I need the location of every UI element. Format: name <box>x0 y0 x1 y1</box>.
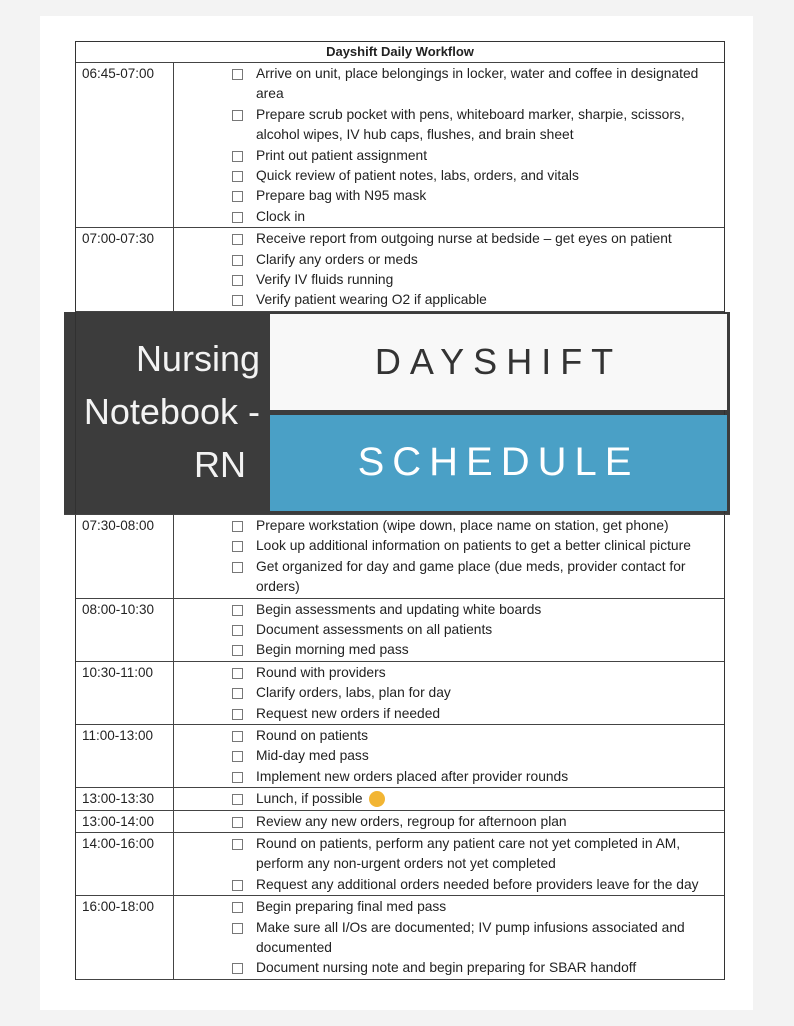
checkbox[interactable] <box>232 794 243 805</box>
task-list <box>174 788 724 809</box>
table-row <box>76 811 724 833</box>
task-item <box>232 557 720 598</box>
table-title: Dayshift Daily Workflow <box>76 42 724 63</box>
time-slot: 07:30-08:00 <box>76 515 174 598</box>
table-row <box>76 515 724 599</box>
table-body <box>76 63 724 980</box>
table-row <box>76 63 724 228</box>
table-row <box>76 833 724 896</box>
time-slot: 07:00-07:30 <box>76 228 174 311</box>
task-text: Begin assessments and updating white boards <box>256 601 542 617</box>
task-text: Look up additional information on patients to get a better clinical picture <box>256 538 691 554</box>
table-row <box>76 725 724 788</box>
checkbox[interactable] <box>232 171 243 182</box>
table-row <box>76 788 724 810</box>
task-item <box>232 536 720 556</box>
task-item <box>232 897 720 917</box>
task-text: Review any new orders, regroup for afternoon plan <box>256 813 567 829</box>
time-slot: 13:00-13:30 <box>76 788 174 809</box>
task-text: Request any additional orders needed before providers leave for the day <box>256 876 699 892</box>
task-text: Implement new orders placed after provider rounds <box>256 768 569 784</box>
task-text: Prepare scrub pocket with pens, whiteboard marker, sharpie, scissors, alcohol wipes, IV hub caps, flushes, and brain sheet <box>256 106 685 143</box>
task-item <box>232 918 720 959</box>
task-text: Quick review of patient notes, labs, orders, and vitals <box>256 168 579 184</box>
task-item <box>232 834 720 875</box>
task-list <box>174 599 724 661</box>
table-row <box>76 896 724 980</box>
workflow-table <box>75 41 725 980</box>
checkbox[interactable] <box>232 923 243 934</box>
checkbox[interactable] <box>232 880 243 891</box>
brand-line: RN <box>194 443 246 485</box>
task-list <box>174 515 724 598</box>
checkbox[interactable] <box>232 521 243 532</box>
banner-schedule: SCHEDULE <box>270 415 727 511</box>
task-item <box>232 875 720 895</box>
task-text: Prepare workstation (wipe down, place name on station, get phone) <box>256 517 669 533</box>
checkbox[interactable] <box>232 541 243 552</box>
task-list <box>174 725 724 787</box>
checkbox[interactable] <box>232 902 243 913</box>
task-text: Arrive on unit, place belongings in locker, water and coffee in designated area <box>256 66 699 102</box>
time-slot: 14:00-16:00 <box>76 833 174 895</box>
task-item <box>232 166 720 186</box>
task-list <box>174 63 724 227</box>
task-text: Verify IV fluids running <box>256 272 394 288</box>
time-slot: 16:00-18:00 <box>76 896 174 979</box>
task-text: Print out patient assignment <box>256 147 428 163</box>
task-item <box>232 64 720 105</box>
task-item <box>232 726 720 746</box>
task-text: Lunch, if possible <box>256 791 363 807</box>
checkbox[interactable] <box>232 255 243 266</box>
table-row <box>76 228 724 312</box>
checkbox[interactable] <box>232 963 243 974</box>
checkbox[interactable] <box>232 625 243 636</box>
checkbox[interactable] <box>232 275 243 286</box>
checkbox[interactable] <box>232 731 243 742</box>
task-list <box>174 228 724 311</box>
task-item <box>232 767 720 787</box>
checkbox[interactable] <box>232 772 243 783</box>
task-text: Request new orders if needed <box>256 705 441 721</box>
checkbox[interactable] <box>232 688 243 699</box>
task-list <box>174 662 724 724</box>
task-text: Round on patients, perform any patient care not yet completed in AM, perform any non-urgent orders not yet completed <box>256 835 681 872</box>
task-text: Document assessments on all patients <box>256 621 493 637</box>
title-banner <box>64 312 730 515</box>
time-slot: 13:00-14:00 <box>76 811 174 832</box>
checkbox[interactable] <box>232 110 243 121</box>
task-item <box>232 663 720 683</box>
checkbox[interactable] <box>232 191 243 202</box>
table-row <box>76 662 724 725</box>
task-item <box>232 746 720 766</box>
checkbox[interactable] <box>232 212 243 223</box>
task-item <box>232 600 720 620</box>
checkbox[interactable] <box>232 645 243 656</box>
task-text: Clarify orders, labs, plan for day <box>256 685 451 701</box>
task-item <box>232 270 720 290</box>
task-text: Prepare bag with N95 mask <box>256 188 427 204</box>
task-item <box>232 620 720 640</box>
time-slot: 10:30-11:00 <box>76 662 174 724</box>
task-text: Make sure all I/Os are documented; IV pump infusions associated and documented <box>256 919 685 955</box>
task-item <box>232 683 720 703</box>
checkbox[interactable] <box>232 605 243 616</box>
checkbox[interactable] <box>232 69 243 80</box>
document-page <box>40 16 753 1010</box>
task-item <box>232 704 720 724</box>
checkbox[interactable] <box>232 839 243 850</box>
banner-dayshift: DAYSHIFT <box>270 314 727 410</box>
task-item <box>232 146 720 166</box>
task-text: Round with providers <box>256 664 386 680</box>
time-slot: 06:45-07:00 <box>76 63 174 227</box>
task-item <box>232 105 720 146</box>
task-list <box>174 896 724 979</box>
brand-line: Notebook - <box>83 390 260 432</box>
task-text: Begin morning med pass <box>256 642 409 658</box>
task-text: Verify patient wearing O2 if applicable <box>256 292 487 308</box>
time-slot: 08:00-10:30 <box>76 599 174 661</box>
task-item <box>232 958 720 978</box>
task-item <box>232 229 720 249</box>
task-item <box>232 516 720 536</box>
task-item <box>232 640 720 660</box>
task-text: Round on patients <box>256 727 368 743</box>
checkbox[interactable] <box>232 234 243 245</box>
task-text: Get organized for day and game place (due meds, provider contact for orders) <box>256 558 686 595</box>
brand-name <box>64 332 260 491</box>
checkbox[interactable] <box>232 751 243 762</box>
task-item <box>232 207 720 227</box>
table-row <box>76 599 724 662</box>
task-list <box>174 811 724 832</box>
time-slot: 11:00-13:00 <box>76 725 174 787</box>
task-item <box>232 812 720 832</box>
checkbox[interactable] <box>232 562 243 573</box>
task-text: Receive report from outgoing nurse at bedside – get eyes on patient <box>256 231 672 247</box>
task-list <box>174 833 724 895</box>
checkbox[interactable] <box>232 817 243 828</box>
task-text: Begin preparing final med pass <box>256 899 447 915</box>
task-text: Clarify any orders or meds <box>256 251 418 267</box>
task-item <box>232 290 720 310</box>
task-item <box>232 789 720 809</box>
checkbox[interactable] <box>232 709 243 720</box>
task-text: Document nursing note and begin preparing for SBAR handoff <box>256 960 637 976</box>
task-item <box>232 186 720 206</box>
checkbox[interactable] <box>232 668 243 679</box>
checkbox[interactable] <box>232 151 243 162</box>
brand-line: Nursing <box>135 337 260 379</box>
task-text: Mid-day med pass <box>256 748 369 764</box>
checkbox[interactable] <box>232 295 243 306</box>
task-item <box>232 250 720 270</box>
task-text: Clock in <box>256 208 306 224</box>
